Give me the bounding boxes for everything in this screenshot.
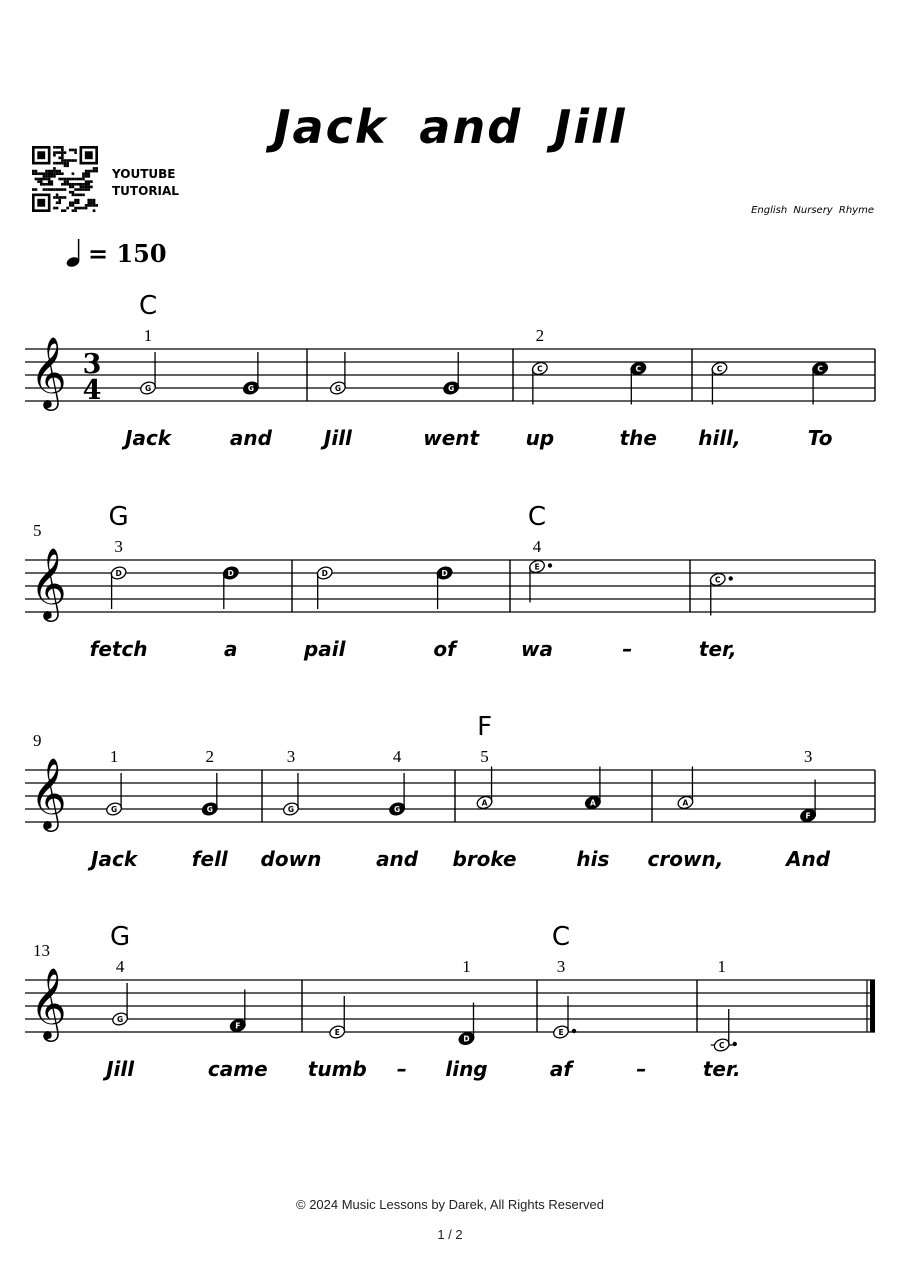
lyric-syllable: pail [303, 637, 346, 661]
youtube-label: YOUTUBE [112, 167, 176, 181]
note [111, 957, 129, 1027]
augmentation-dot [729, 576, 733, 580]
staff-system [25, 502, 875, 661]
note-letter: G [394, 804, 401, 814]
chord-symbol: C [551, 922, 571, 952]
note [629, 361, 647, 405]
finger-number: 1 [717, 957, 726, 976]
lyric-syllable: tumb [307, 1057, 367, 1081]
finger-number: 1 [462, 957, 471, 976]
note-letter: D [321, 568, 328, 578]
note [442, 352, 460, 396]
finger-number: 1 [143, 326, 153, 345]
lyric-syllable: a [224, 637, 238, 661]
finger-number: 4 [392, 747, 402, 766]
lyric-syllable: the [619, 426, 657, 450]
note [584, 767, 602, 811]
note [531, 326, 549, 405]
tutorial-label: TUTORIAL [112, 184, 179, 198]
finger-number: 3 [803, 747, 813, 766]
composer-credit: English Nursery Rhyme [751, 205, 874, 216]
staff-system [25, 922, 875, 1081]
final-barline [870, 980, 875, 1032]
note [458, 957, 476, 1046]
lyric-syllable: To [807, 426, 833, 450]
lyric-syllable: Jill [323, 426, 352, 450]
tempo-value: = 150 [88, 238, 167, 268]
lyric-syllable: down [260, 847, 322, 871]
lyric-syllable: wa [521, 637, 553, 661]
note-letter: E [334, 1027, 340, 1037]
note-letter: D [463, 1034, 470, 1044]
note [799, 747, 817, 823]
note [110, 537, 128, 609]
lyric-syllable: and [376, 847, 419, 871]
note-letter: G [334, 383, 341, 393]
treble-clef-icon: 𝄞 [30, 335, 67, 408]
chord-symbol: F [477, 712, 493, 742]
note-letter: G [448, 383, 455, 393]
note [436, 565, 454, 609]
note-letter: C [716, 364, 723, 374]
finger-number: 2 [535, 326, 545, 345]
lyric-syllable: Jack [91, 847, 138, 871]
lyric-syllable: ter. [702, 1057, 741, 1081]
note-letter: C [817, 364, 823, 374]
note-letter: C [635, 364, 642, 374]
time-signature-top: 3 [82, 349, 102, 380]
measure-number: 5 [33, 521, 42, 540]
note [711, 957, 737, 1053]
note [552, 957, 576, 1040]
lyric-syllable: came [207, 1057, 268, 1081]
note [528, 537, 552, 603]
note-letter: G [206, 804, 213, 814]
finger-number: 3 [286, 747, 296, 766]
note-letter: G [117, 1014, 124, 1024]
lyric-syllable: fell [191, 847, 228, 871]
note [242, 352, 260, 396]
finger-number: 3 [556, 957, 566, 976]
note [811, 361, 829, 405]
chord-symbol: C [527, 502, 547, 532]
note [139, 326, 157, 396]
lyric-syllable: his [576, 847, 610, 871]
note-letter: C [718, 1040, 725, 1050]
note [329, 352, 347, 396]
lyric-syllable: crown, [647, 847, 724, 871]
treble-clef-icon: 𝄞 [30, 966, 67, 1039]
note-letter: D [227, 568, 234, 578]
chord-symbol: C [138, 291, 158, 321]
treble-clef-icon: 𝄞 [30, 546, 67, 619]
note [105, 747, 123, 817]
finger-number: 5 [480, 747, 489, 766]
lyric-syllable: up [525, 426, 555, 450]
note-letter: G [144, 383, 152, 393]
staff-system [25, 712, 875, 871]
page-number: 1 / 2 [437, 1227, 463, 1242]
song-title: Jack and Jill [273, 100, 627, 154]
lyric-syllable: and [229, 426, 272, 450]
note [476, 747, 494, 810]
note [229, 990, 247, 1034]
note [282, 747, 300, 817]
note-letter: D [441, 568, 448, 578]
note-letter: C [537, 364, 543, 374]
note [709, 572, 733, 616]
chord-symbol: G [108, 502, 129, 532]
note [316, 565, 334, 609]
lyric-syllable: broke [452, 847, 517, 871]
lyric-syllable: And [786, 847, 831, 871]
lyric-syllable: ling [445, 1057, 488, 1081]
note-letter: F [805, 811, 811, 821]
chord-symbol: G [110, 922, 131, 952]
note-letter: A [589, 798, 596, 808]
note-letter: D [115, 568, 122, 578]
measure-number: 9 [33, 731, 42, 750]
note [676, 767, 694, 811]
note [388, 747, 406, 817]
staff-system [25, 291, 875, 450]
lyric-syllable: went [423, 426, 480, 450]
time-signature-bottom: 4 [82, 375, 102, 406]
lyric-syllable: Jill [106, 1057, 135, 1081]
note-letter: C [714, 575, 721, 585]
note [201, 747, 219, 817]
note-letter: G [111, 804, 118, 814]
lyric-hyphen: – [396, 1057, 407, 1081]
lyric-syllable: af [549, 1057, 573, 1081]
note-letter: F [235, 1021, 241, 1031]
note-letter: G [247, 383, 254, 393]
lyric-syllable: hill, [698, 426, 741, 450]
lyric-syllable: Jack [125, 426, 172, 450]
copyright: © 2024 Music Lessons by Darek, All Rights Reserved [296, 1197, 604, 1212]
finger-number: 4 [115, 957, 125, 976]
finger-number: 4 [532, 537, 542, 556]
augmentation-dot [572, 1029, 576, 1033]
note-letter: A [481, 798, 488, 808]
finger-number: 3 [114, 537, 123, 556]
note-letter: G [287, 804, 295, 814]
treble-clef-icon: 𝄞 [30, 756, 67, 829]
lyric-syllable: ter, [698, 637, 737, 661]
lyric-hyphen: – [636, 1057, 647, 1081]
note [222, 565, 240, 609]
note [328, 996, 346, 1040]
measure-number: 13 [33, 941, 50, 960]
finger-number: 2 [205, 747, 215, 766]
augmentation-dot [548, 563, 552, 567]
lyric-hyphen: – [622, 637, 633, 661]
note-letter: E [558, 1027, 564, 1037]
note-letter: E [534, 562, 540, 572]
augmentation-dot [733, 1042, 737, 1046]
note-letter: A [682, 798, 689, 808]
lyric-syllable: of [433, 637, 456, 661]
lyric-syllable: fetch [89, 637, 148, 661]
note [710, 361, 728, 405]
finger-number: 1 [109, 747, 119, 766]
